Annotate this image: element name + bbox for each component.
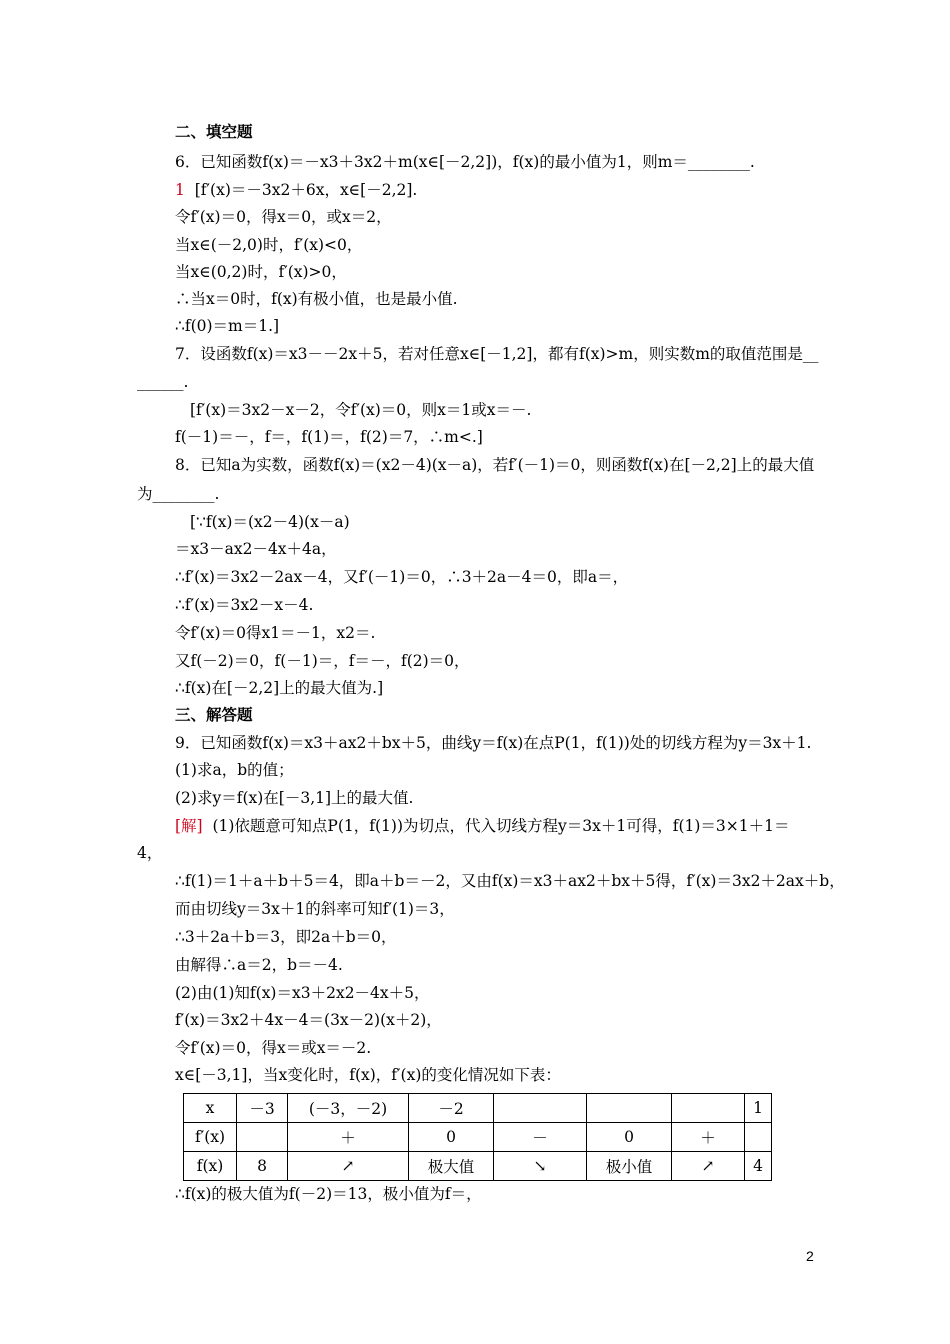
table-row [184,1094,772,1123]
table-cell: 8 [237,1152,288,1181]
solution-line: 又f(－2)＝0，f(－1)＝，f＝－，f(2)＝0， [175,652,470,670]
problem-9-part1: (1)求a，b的值； [175,761,294,779]
problem-9-part2: (2)求y＝f(x)在[－3,1]上的最大值. [175,789,414,807]
problem-7-cont: ______. [137,373,189,391]
table-cell: x [184,1094,237,1123]
problem-8-cont: 为________. [137,485,220,503]
table-cell: ↗ [288,1152,409,1181]
solution-line: ＝x3－ax2－4x＋4a， [175,540,337,558]
table-cell: 极小值 [587,1152,672,1181]
table-cell: ＋ [672,1123,745,1152]
table-cell: 4 [745,1152,772,1181]
solution-line: ∴f(1)＝1＋a＋b＋5＝4，即a＋b＝－2，又由f(x)＝x3＋ax2＋bx＋5得，f′(x)＝3x2＋2ax＋b， [175,872,845,890]
solution-label: [解] [175,817,203,835]
table-cell: －2 [409,1094,494,1123]
answer-6-line [175,180,417,200]
section-heading-answer: 三、解答题 [175,705,253,724]
solution-line: f′(x)＝3x2＋4x－4＝(3x－2)(x＋2)， [175,1011,442,1029]
table-row [184,1152,772,1181]
solution-line: 而由切线y＝3x＋1的斜率可知f′(1)＝3， [175,900,455,918]
solution-line: ∴f′(x)＝3x2－2ax－4，又f′(－1)＝0，∴3＋2a－4＝0，即a＝， [175,568,629,586]
table-cell: (－3，－2) [288,1094,409,1123]
solution-line: ∴f(x)在[－2,2]上的最大值为.] [175,679,384,697]
table-cell [672,1094,745,1123]
solution-line: ∴3＋2a＋b＝3，即2a＋b＝0， [175,928,397,946]
solution-line: ∴f(x)的极大值为f(－2)＝13，极小值为f＝， [175,1185,482,1203]
solution-line: 令f′(x)＝0，得x＝或x＝－2. [175,1039,372,1057]
table-cell: ↗ [672,1152,745,1181]
solution-line: 4， [137,844,163,862]
problem-7: 7．设函数f(x)＝x3－－2x＋5，若对任意x∈[－1,2]，都有f(x)>m，则实数m的取值范围是__ [175,345,819,363]
problem-8: 8．已知a为实数，函数f(x)＝(x2－4)(x－a)，若f′(－1)＝0，则函数f(x)在[－2,2]上的最大值 [175,456,815,474]
solution-line: f(－1)＝－，f＝，f(1)＝，f(2)＝7，∴m<.] [175,428,483,446]
problem-6: 6．已知函数f(x)＝－x3＋3x2＋m(x∈[－2,2])，f(x)的最小值为1，则m＝________. [175,153,755,171]
solution-text: [f′(x)＝－3x2＋6x，x∈[－2,2]. [194,181,418,199]
table-row [184,1123,772,1152]
section-heading-fill-in: 二、填空题 [175,122,253,141]
table-cell: 极大值 [409,1152,494,1181]
table-cell: ↘ [494,1152,587,1181]
table-cell: 0 [587,1123,672,1152]
variation-table [183,1093,772,1181]
table-cell [587,1094,672,1123]
solution-line: 由解得∴a＝2，b＝－4. [175,956,343,974]
problem-9: 9．已知函数f(x)＝x3＋ax2＋bx＋5，曲线y＝f(x)在点P(1，f(1))处的切线方程为y＝3x＋1. [175,734,812,752]
solution-line: 令f′(x)＝0，得x＝0，或x＝2， [175,208,392,226]
table-cell: f′(x) [184,1123,237,1152]
solution-line: 当x∈(0,2)时，f′(x)>0， [175,263,347,281]
table-cell [745,1123,772,1152]
table-cell: 1 [745,1094,772,1123]
solution-line: ∴f′(x)＝3x2－x－4. [175,596,314,614]
solution-line: ∴f(0)＝m＝1.] [175,317,280,335]
table-cell: － [494,1123,587,1152]
solution-9-line [175,816,790,836]
table-cell [237,1123,288,1152]
table-cell [494,1094,587,1123]
solution-text: (1)依题意可知点P(1，f(1))为切点，代入切线方程y＝3x＋1可得，f(1)＝3×1＋1＝ [212,817,790,835]
solution-line: 当x∈(－2,0)时，f′(x)<0， [175,236,363,254]
solution-line: ∴当x＝0时，f(x)有极小值，也是最小值. [175,290,458,308]
answer-value: 1 [175,181,185,199]
solution-line: (2)由(1)知f(x)＝x3＋2x2－4x＋5， [175,984,430,1002]
table-cell: 0 [409,1123,494,1152]
table-cell: ＋ [288,1123,409,1152]
table-cell: f(x) [184,1152,237,1181]
table-cell: －3 [237,1094,288,1123]
solution-line: 令f′(x)＝0得x1＝－1，x2＝. [175,624,376,642]
solution-line: x∈[－3,1]，当x变化时，f(x)，f′(x)的变化情况如下表： [175,1066,561,1084]
solution-line: [∵f(x)＝(x2－4)(x－a) [190,513,350,531]
page-number: 2 [806,1248,814,1264]
solution-line: [f′(x)＝3x2－x－2，令f′(x)＝0，则x＝1或x＝－. [190,401,532,419]
